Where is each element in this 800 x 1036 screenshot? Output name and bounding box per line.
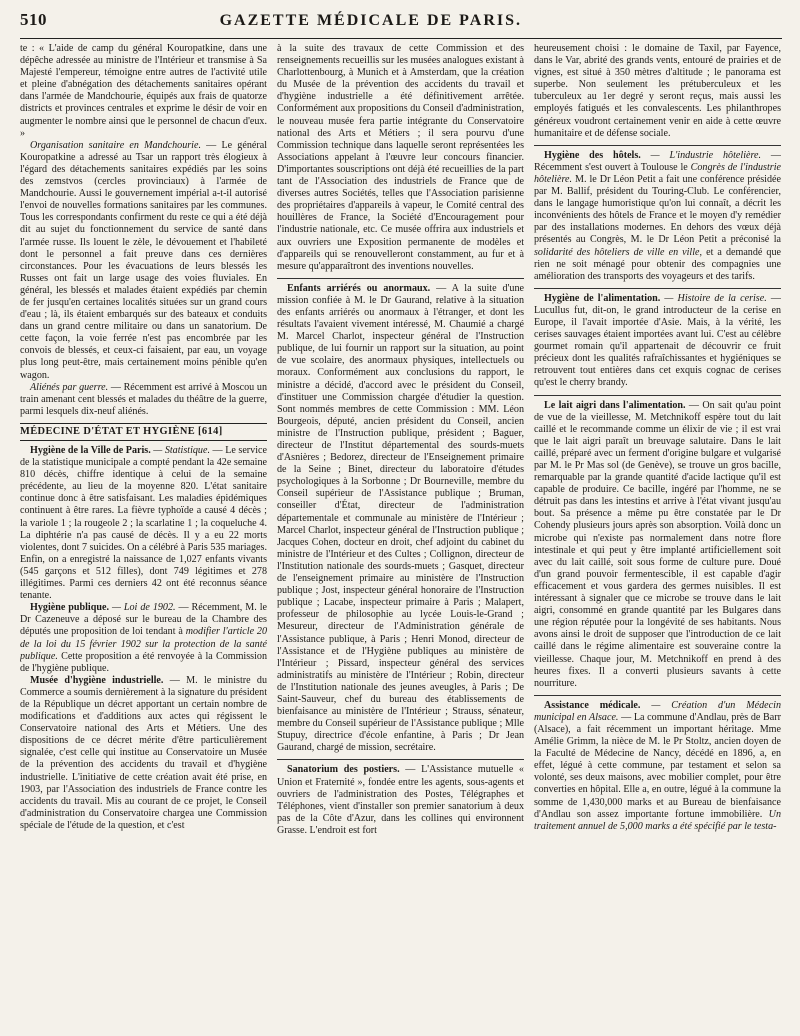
article-italic: Congrès de l'industrie hôtelière. <box>534 161 781 185</box>
columns <box>20 43 782 1025</box>
article-text: — Récemment, M. le Dr Cazeneuve a déposé sur le bureau de la Chambre des députés une proposition de loi tendant à <box>20 602 267 638</box>
article-italic: modifier l'article 20 de la loi du 15 février 1902 sur la protection de la santé publique. <box>20 626 267 662</box>
article-text: — Récemment est arrivé à Moscou un train amenant cent blessés et malades du théâtre de la guerre, parmi lesquels dix-neuf aliénés. <box>20 381 267 417</box>
paragraph <box>534 400 781 690</box>
separator-rule <box>534 288 781 289</box>
article-text: — La commune d'Andlau, près de Barr (Alsace), a fait récemment un important héritage. Mme Amélie Grimm, la nièce de M. le Pr Stoltz, ancien doyen de la Faculté de Médecine de Nancy, décédé en 1896, a, en effet, légué à cette commune, par testament et selon sa volonté, ses deux maisons, avec mobilier complet, pour être converties en hôpital. Elle a, en outre, légué à la commune la somme de 1,430,000 marks et au Bureau de bienfaisance d'Andlau son assez importante fortune immobilière. <box>534 711 781 820</box>
paragraph <box>277 764 524 837</box>
paragraph <box>20 445 267 602</box>
page-header <box>20 10 782 39</box>
paragraph <box>534 700 781 833</box>
paragraph <box>20 382 267 418</box>
journal-title: GAZETTE MÉDICALE DE PARIS. <box>219 12 522 29</box>
article-subheading: — Histoire de la cerise. <box>660 292 767 304</box>
paragraph: te : « L'aide de camp du général Kouropatkine, dans une dépêche adressée au ministre de l'Intérieur et transmise à Sa Majesté l'empereur, témoigne entre autres de l'activité utile et pleine d'abnégation des détachements sanitaires opérant dans l'armée de Mandchourie, équipés aux frais de quatorze districts et provinces centrales et exprime le désir de voir en augmenter le nombre ainsi que le personnel de chacun d'eux. » <box>20 43 267 139</box>
article-subheading: — Statistique. <box>150 445 210 456</box>
column-3 <box>534 43 781 1025</box>
article-heading: Organisation sanitaire en Mandchourie. <box>30 139 201 151</box>
separator-rule <box>534 395 781 396</box>
article-italic: Un traitement annuel de 5,000 marks a été spécifié par le testa- <box>534 808 781 832</box>
article-heading: Hygiène de l'alimentation. <box>544 292 661 304</box>
article-heading: Hygiène publique. <box>30 602 109 614</box>
article-text: — Le général Kouropatkine a adressé au Tsar un rapport très élogieux à l'égard des détachements sanitaires expédiés par les soins des zemstvos (cercles provinciaux) à l'armée de Mandchourie. Aussi le gouvernement impérial a-t-il autorisé l'envoi de nouvelles formations sanitaires par les communes. Tous les correspondants confirment du reste ce qui a été déjà dit au sujet du fonctionnement du service de santé dans l'armée russe. Ils louent le zèle, le dévouement et l'habileté dont le personnel a fait preuve dans ces dernières circonstances. Pour les évacuations de leurs blessés les Russes ont fait un large usage des voies fluviales. En général, les blessés et malades étaient expédiés par chemin de fer jusqu'en certaines localités situées sur un grand cours d'eau ; là, ils étaient embarqués sur des bateaux et conduits dans un grand centre militaire ou dans un sanatorium. De cette façon, la voie ferrée n'est pas encombrée par les convois de blessés, et ceux-ci faisaient, par eau, un voyage plus long peut-être, mais certainement moins pénible qu'en wagon. <box>20 139 267 381</box>
article-text: — A la suite d'une mission confiée à M. le Dr Gaurand, relative à la situation des enfants arriérés ou anormaux à l'étranger, et dont les résultats l'avaient vivement intéressé, M. Chaumié a chargé M. Marcel Charlot, inspecteur général de l'Instruction publique, de lui fournir un rapport sur la situation, au point de vue scolaire, des anormaux physiques, intellectuels ou moraux. Conformément aux conclusions du rapport, le ministre a décidé, d'accord avec le président du Conseil, d'instituer une Commission chargée d'étudier la question. Sont nommés membres de cette Commission : MM. Léon Bourgeois, député, ancien président du Conseil, ancien ministre de l'Instruction publique, président ; Baguer, directeur de l'Institut départemental des sourds-muets d'Asnières ; Bedorez, directeur de l'Enseignement primaire de la Seine ; Binet, directeur du laboratoire d'études psychologiques à la Sorbonne ; Dr Bourneville, membre du Conseil supérieur de l'Assistance publique ; Bruman, conseiller d'État, directeur de l'administration départementale et communale au ministère de l'Intérieur ; Marcel Charlot, inspecteur général de l'Instruction publique ; Jacques Cohen, docteur en droit, chef adjoint du cabinet du ministre de l'Intérieur et des Cultes ; Collignon, directeur de l'Institution nationale des sourds-muets ; Gasquet, directeur de l'enseignement primaire au ministère de l'Instruction publique ; Jost, inspecteur général honoraire de l'Instruction publique ; Lacabe, inspecteur primaire à Paris ; Malapert, professeur de philosophie au lycée Louis-le-Grand ; Mesureur, directeur de l'Administration générale de l'Assistance publique, à Paris ; Henri Monod, directeur de l'Assistance et de l'Hygiène publiques au ministère de l'Intérieur ; Pissard, inspecteur général des services administratifs au ministère de l'Intérieur ; Robin, directeur de l'Institution nationale des jeunes aveugles, à Paris ; De Saint-Sauveur, chef du bureau des établissements de bienfaisance au ministère de l'Intérieur ; Strauss, sénateur, membre du Conseil supérieur de l'Assistance publique ; Mlle Stupuy, directrice d'école enfantine, à Paris ; Dr Jean Gaurand, chargé de mission, secrétaire. <box>277 282 524 754</box>
article-heading: Musée d'hygiène industrielle. <box>30 674 164 686</box>
paragraph: heureusement choisi : le domaine de Taxil, par Fayence, dans le Var, abrité des grands vents, entouré de prairies et de vignes, est situé à 350 mètres d'altitude ; le panorama est superbe. Non seulement les prétuberculeux et les tuberculeux au 1er degré y seront reçus, mais aussi les employés fatigués et les convalescents. Les philanthropes généreux voudront certainement venir en aide à cette œuvre humanitaire et de défense sociale. <box>534 43 781 139</box>
column-1 <box>20 43 267 1025</box>
separator-rule <box>534 695 781 696</box>
article-subheading: — Loi de 1902. <box>108 602 176 614</box>
separator-rule <box>277 278 524 279</box>
article-heading: Hygiène des hôtels. <box>544 149 641 161</box>
article-heading: Sanatorium des postiers. <box>287 764 400 776</box>
article-text: — On sait qu'au point de vue de la vieillesse, M. Metchnikoff espère tout du lait caillé et le recommande comme un élixir de vie ; il est vrai que le lait aigri paraît un breuvage salutaire. Dans le lait caillé, préparé avec un ferment d'origine bulgare et vulgarisé par M. le Pr Mas sol (de Genève), se trouve un gros bacille, remarquable par la grande quantité d'acide lactique qu'il est capable de produire. Ce bacille, ingéré par l'homme, ne se détruit pas dans les intestins et arrive à l'état vivant jusqu'au bout. Sa présence a même pu être constatée par le Dr Cohendy plusieurs jours après son absorption. Voilà donc un microbe qui n'existe pas normalement dans notre flore intestinale et qui peut y être implanté artificiellement soit avec du lait caillé, soit sous forme de culture pure. Doué d'un grand pouvoir fermentescible, il est capable d'agir efficacement et vous gardera des germes nuisibles. Il est intéressant à signaler que ce microbe se trouve dans le lait aigri, consommé en grande quantité par les Bulgares dans une région réputée pour la longévité de ses habitants. Nous avons ainsi le droit de supposer que l'introduction de ce lait caillé dans le régime alimentaire est souveraine contre la vieillesse. Chaque jour, M. Metchnikoff en prend à des heures fixes. Il a converti plusieurs savants à cette nourriture. <box>534 399 781 689</box>
article-heading: Enfants arriérés ou anormaux. <box>287 282 431 294</box>
separator-rule <box>277 759 524 760</box>
article-text: — Lucullus fut, dit-on, le grand introducteur de la cerise en Europe, il l'avait importée d'Asie. Mais, à la vérité, les cerises sauvages étaient importées avant lui. C'est au célèbre gourmet romain qu'il appartenait de découvrir ce fruit précieux dont les qualités rafraîchissantes et hygiéniques se retrouvent tout entières dans cet exquis cognac de cerises qu'est le cherry brandy. <box>534 292 781 389</box>
article-heading: Le lait aigri dans l'alimentation. <box>544 399 686 411</box>
paragraph <box>20 602 267 675</box>
article-text: — Le service de la statistique municipale a compté pendant la 42e semaine 810 décès, chiffre identique à celui de la semaine précédente, au lieu de la moyenne 820. L'état sanitaire continue donc à être satisfaisant. Les maladies épidémiques continuent à être rares. La fièvre typhoïde a causé 4 décès ; la variole 1 ; la rougeole 2 ; la scarlatine 1 ; la coqueluche 4. La diphtérie n'a pas causé de décès. Il y a eu 22 morts violentes, dont 7 suicides. On a célébré à Paris 535 mariages. Enfin, on a enregistré la naissance de 1,027 enfants vivants (545 garçons et 512 filles), dont 749 légitimes et 278 illégitimes. Parmi ces derniers 42 ont été reconnus séance tenante. <box>20 445 267 602</box>
article-text: Cette proposition a été renvoyée à la Commission de l'hygiène publique. <box>20 650 267 674</box>
article-text: M. le Dr Léon Petit a fait une conférence présidée par M. Ballif, président du Touring-Club. Le conférencier, dans le langage humoristique qu'on lui connaît, a décrit les inconvénients des hôtels de France et le moyen d'y remédier par des installations modernes. En dehors des vœux déjà présentés au Congrès, M. le Dr Léon Petit a préconisé la <box>534 173 781 246</box>
paragraph <box>534 293 781 390</box>
newspaper-page <box>20 10 782 1028</box>
article-text: — L'Assistance mutuelle « Union et Fraternité », fondée entre les agents, sous-agents et ouvriers de l'administration des Postes, Télégraphes et Téléphones, vient d'installer son premier sanatorium à deux pas de la Côte d'Azur, dans les collines qui environnent Grasse. L'endroit est fort <box>277 764 524 836</box>
paragraph <box>534 150 781 283</box>
paragraph <box>277 283 524 755</box>
column-2 <box>277 43 524 1025</box>
separator-rule <box>534 145 781 146</box>
paragraph <box>20 140 267 382</box>
paragraph <box>20 675 267 832</box>
section-title: MÉDECINE D'ÉTAT ET HYGIÈNE [614] <box>20 423 267 441</box>
paragraph: à la suite des travaux de cette Commission et des renseignements recueillis sur les musées analogues existant à Charlottenbourg, à Munich et à Amsterdam, que la création du Musée de la prévention des accidents du travail et d'hygiène industrielle a été définitivement arrêtée. Conformément aux propositions du Conseil d'administration, le nouveau musée fera partie intégrante du Conservatoire national des Arts et Métiers ; il sera pourvu d'une Commission technique dans laquelle seront représentées les Associations appelant à l'œuvre leur concours financier. D'importantes souscriptions ont déjà été recueillies de la part tant de l'Association des industriels de France que de diverses autres Sociétés, telles que l'Association parisienne des propriétaires d'appareils à vapeur, le Comité central des houillères de France, la Société d'Encouragement pour l'industrie nationale, etc. Ce musée offrira aux industriels et aux ouvriers une Exposition permanente de modèles et d'appareils qui se renouvelleront constamment, au fur et à mesure qu'apparaîtront des inventions nouvelles. <box>277 43 524 272</box>
article-heading: Assistance médicale. <box>544 699 641 711</box>
article-heading: Hygiène de la Ville de Paris. <box>30 445 151 456</box>
page-number: 510 <box>20 10 47 29</box>
article-subheading: — Création d'un Médecin municipal en Alsace. <box>534 699 781 723</box>
article-subheading: — L'industrie hôtelière. <box>640 149 762 161</box>
article-text: — M. le ministre du Commerce a soumis dernièrement à la signature du président de la République un décret apportant un certain nombre de modifications et d'additions aux actes qui régissent le Conservatoire national des Arts et Métiers. Une des dispositions de ce décret mérite d'être particulièrement signalée, c'est celle qui institue au Conservatoire un Musée de la prévention des accidents du travail et d'hygiène industrielle. L'initiative de cette création avait été prise, en 1903, par l'Association des industriels de France contre les accidents du travail. Mis au courant de ce projet, le Conseil d'administration du Conservatoire chargea une Commission spéciale de l'étude de la question, et c'est <box>20 674 267 831</box>
article-italic: solidarité des hôteliers de ville en ville, <box>534 246 703 258</box>
article-text: — Récemment s'est ouvert à Toulouse le <box>534 149 781 173</box>
article-text: et a demandé que rien ne soit ménagé pour obtenir des compagnies une amélioration des transports des voyageurs et des tarifs. <box>534 246 781 282</box>
article-heading: Aliénés par guerre. <box>30 381 109 393</box>
